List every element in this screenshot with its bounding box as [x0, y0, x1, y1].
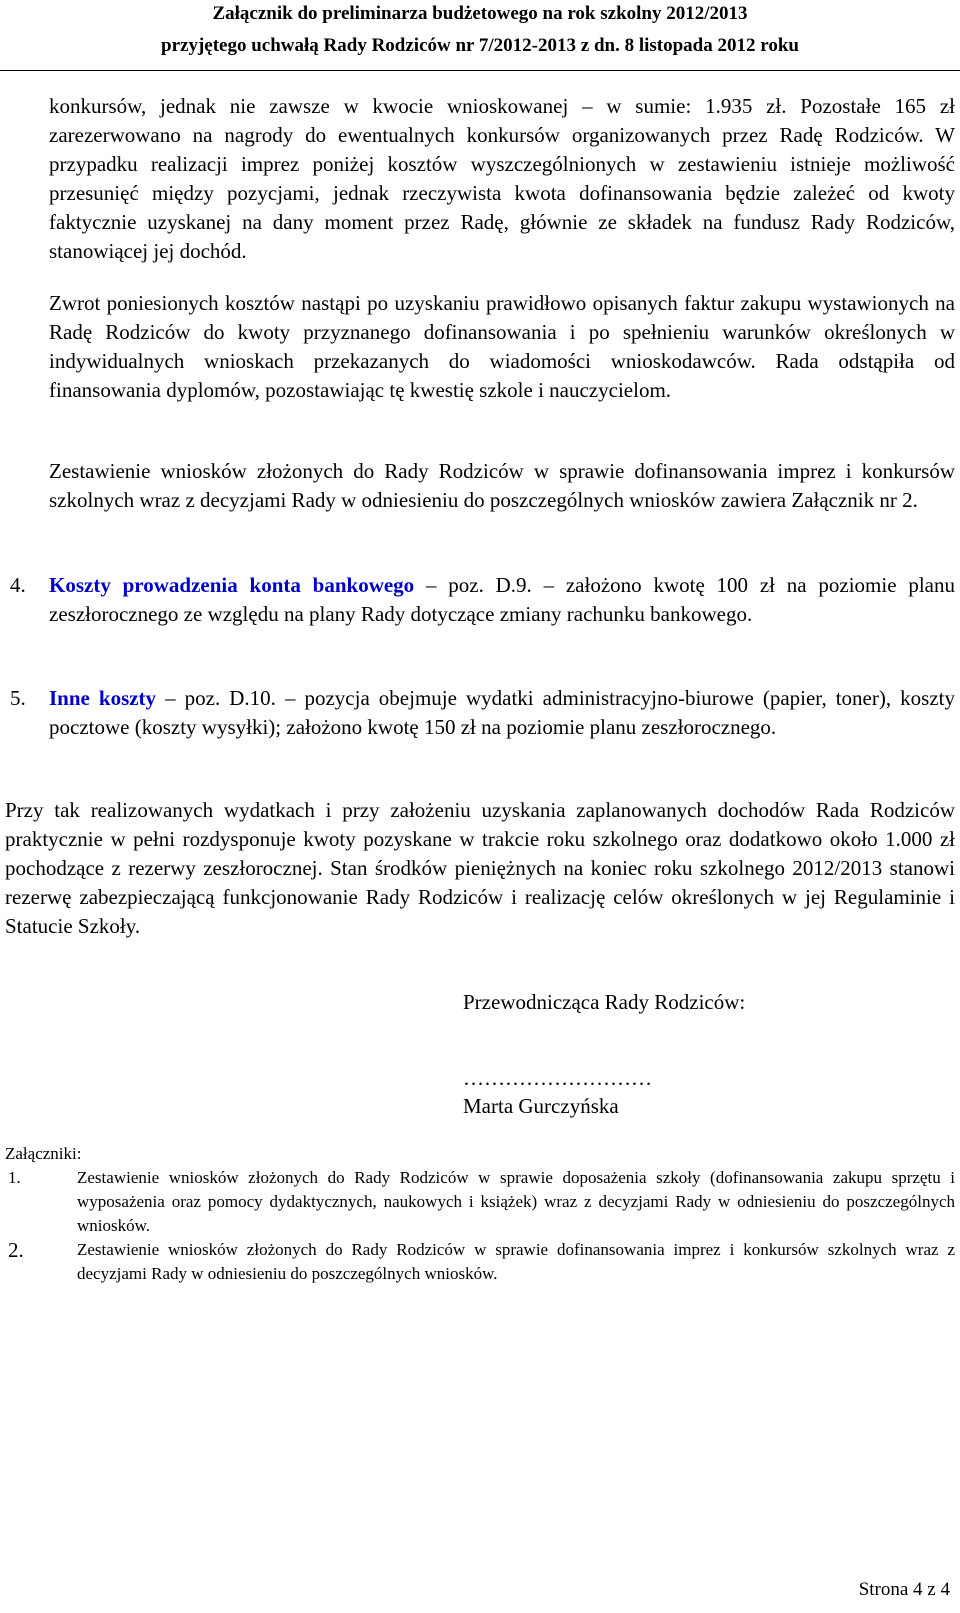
attachment-text: Zestawienie wniosków złożonych do Rady Rodziców w sprawie dofinansowania imprez i konkursów szkolnych wraz z decyzjami Rady w odniesieniu do poszczególnych wniosków. — [77, 1240, 955, 1283]
item-heading: Inne koszty — [49, 686, 157, 710]
attachment-number: 2. — [8, 1238, 24, 1262]
header-line-1: Załącznik do preliminarza budżetowego na rok szkolny 2012/2013 — [212, 3, 748, 24]
item-body — [49, 571, 955, 629]
item-number: 5. — [10, 686, 26, 710]
attachment-text: Zestawienie wniosków złożonych do Rady Rodziców w sprawie doposażenia szkoły (dofinansowania zakupu sprzętu i wyposażenia oraz pomocy dydaktycznych, naukowych i książek) wraz z decyzjami Rady w odniesieniu do poszczególnych wniosków. — [77, 1168, 955, 1235]
attachments-title: Załączniki: — [5, 1144, 82, 1163]
page-number: Strona 4 z 4 — [858, 1579, 950, 1600]
item-heading: Koszty prowadzenia konta bankowego — [49, 573, 415, 597]
item-text: – poz. D.10. – pozycja obejmuje wydatki administracyjno-biurowe (papier, toner), koszty pocztowe (koszty wysyłki); założono kwotę 150 zł na poziomie planu zeszłorocznego. — [49, 686, 955, 739]
signature-name: Marta Gurczyńska — [463, 1094, 619, 1118]
paragraph-budget-conclusion: Przy tak realizowanych wydatkach i przy założeniu uzyskania zaplanowanych dochodów Rada Rodziców praktycznie w pełni rozdysponuje kwoty pozyskane w trakcie roku szkolnego oraz dodatkowo około 1.000 zł pochodzące z rezerwy zeszłorocznej. Stan środków pieniężnych na koniec roku szkolnego 2012/2013 stanowi rezerwę zabezpieczającą funkcjonowanie Rady Rodziców i realizację celów określonych w jej Regulaminie i Statucie Szkoły. — [5, 798, 955, 938]
item-body — [49, 684, 955, 742]
item-number: 4. — [10, 573, 26, 597]
header-divider — [0, 70, 960, 71]
signature-line: ……………………… — [463, 1066, 652, 1090]
signature-title: Przewodnicząca Rady Rodziców: — [463, 990, 746, 1014]
item-text: – poz. D.9. – założono kwotę 100 zł na poziomie planu zeszłorocznego ze względu na plany Rady dotyczące zmiany rachunku bankowego. — [49, 573, 955, 626]
paragraph-competitions-funding: konkursów, jednak nie zawsze w kwocie wnioskowanej – w sumie: 1.935 zł. Pozostałe 165 zł zarezerwowano na nagrody do ewentualnych konkursów organizowanych przez Radę Rodziców. W przypadku realizacji imprez poniżej kosztów wyszczególnionych w zestawieniu istnieje możliwość przesunięć między pozycjami, jednak rzeczywista kwota dofinansowania będzie zależeć od kwoty faktycznie uzyskanej na dany moment przez Radę, głównie ze składek na fundusz Rady Rodziców, stanowiącej jej dochód. — [49, 94, 955, 263]
attachment-number: 1. — [8, 1168, 21, 1187]
header-line-2: przyjętego uchwałą Rady Rodziców nr 7/2012-2013 z dn. 8 listopada 2012 roku — [161, 35, 799, 56]
paragraph-applications-summary: Zestawienie wniosków złożonych do Rady Rodziców w sprawie dofinansowania imprez i konkursów szkolnych wraz z decyzjami Rady w odniesieniu do poszczególnych wniosków zawiera Załącznik nr 2. — [49, 459, 955, 512]
paragraph-cost-reimbursement: Zwrot poniesionych kosztów nastąpi po uzyskaniu prawidłowo opisanych faktur zakupu wystawionych na Radę Rodziców do kwoty przyznanego dofinansowania i po spełnieniu warunków określonych w indywidualnych wnioskach przekazanych do wiadomości wnioskodawców. Rada odstąpiła od finansowania dyplomów, pozostawiając tę kwestię szkole i nauczycielom. — [49, 291, 955, 402]
